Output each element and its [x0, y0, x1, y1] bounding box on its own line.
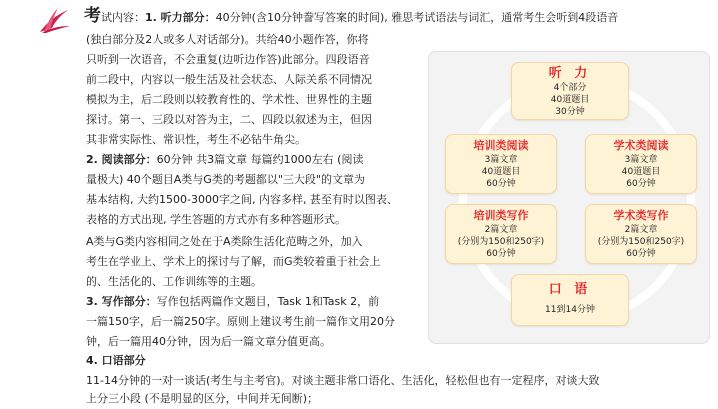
- box-acad-reading-title: 学术类阅读: [613, 139, 669, 152]
- leaf-logo-icon: [38, 6, 72, 34]
- s1-line-7: 其非常实际性、常识性，考生不必钻牛角尖。: [86, 133, 306, 146]
- s2-line-5: A类与G类内容相同之处在于A类除生活化范畴之外，加入: [86, 235, 363, 248]
- s3-line-2: 一篇150字，后一篇250字。原则上建议考生前一篇作文用20分: [86, 315, 395, 328]
- section-1-line-1: [84, 6, 618, 28]
- s1-line-6: 探讨。第一、三段以对答为主，二、四段以叙述为主，但因: [86, 113, 372, 126]
- box-speaking-l1: 11到14分钟: [545, 305, 595, 315]
- s4-title: 4. 口语部分: [86, 354, 146, 367]
- s2-line-4: 表格的方式出现, 学生答题的方式亦有多种答题形式。: [86, 213, 346, 226]
- box-train-reading: [445, 134, 557, 194]
- box-train-writing-l2: (分别为150和250字): [457, 237, 545, 247]
- s1-num: 1.: [145, 11, 161, 24]
- s3-title: 3. 写作部分：: [86, 295, 157, 308]
- s1-title: 听力部分：: [160, 11, 216, 24]
- intro-lead: 试内容：: [101, 11, 145, 24]
- box-train-writing-title: 培训类写作: [473, 209, 529, 222]
- box-train-reading-l3: 60分钟: [486, 179, 516, 189]
- ielts-structure-diagram: [428, 51, 710, 344]
- s2-line-2: 量极大) 40个题目A类与G类的考题都以"三大段"的文章为: [86, 173, 365, 186]
- s2-line-3: 基本结构, 大约1500-3000字之间, 内容多样, 甚至有时以图表、: [86, 193, 398, 206]
- s4-line-1: 11-14分钟的一对一谈话(考生与主考官)。对谈主题非常口语化、生活化，轻松但也有一定程序，对谈大致: [86, 374, 600, 387]
- box-acad-writing-title: 学术类写作: [613, 209, 669, 222]
- s2-title: 2. 阅读部分：: [86, 153, 157, 166]
- box-listening-title: 听 力: [548, 66, 592, 81]
- box-train-reading-l2: 40道题目: [481, 167, 521, 177]
- s1-line-5: 模拟为主，后二段则以较教育性的、学术性、世界性的主题: [86, 93, 372, 106]
- box-acad-writing-l2: (分别为150和250字): [597, 237, 685, 247]
- s3-line-3: 钟，后一篇用40分钟，因为后一篇文章分值更高。: [86, 335, 331, 348]
- box-speaking: [511, 274, 629, 326]
- box-train-writing-l1: 2篇文章: [484, 225, 518, 235]
- s2-line-7: 的、生活化的、工作训练等的主题。: [86, 275, 262, 288]
- box-train-writing: [445, 204, 557, 264]
- box-acad-reading-l3: 60分钟: [626, 179, 656, 189]
- box-train-reading-title: 培训类阅读: [473, 139, 529, 152]
- box-acad-reading-l1: 3篇文章: [624, 155, 658, 165]
- s1-line1-text: 40分钟(含10分钟誊写答案的时间), 雅思考试语法与词汇，通常考生会听到4段语音: [215, 11, 619, 24]
- s2-line1-text: 60分钟 共3篇文章 每篇约1000左右 (阅读: [156, 153, 364, 166]
- box-listening-l1: 4个部分: [553, 83, 587, 93]
- s3-line1-text: 写作包括两篇作文题目，Task 1和Task 2，前: [156, 295, 380, 308]
- box-train-writing-l3: 60分钟: [486, 249, 516, 259]
- box-speaking-title: 口 语: [548, 282, 592, 297]
- box-acad-reading: [585, 134, 697, 194]
- box-acad-writing-l3: 60分钟: [626, 249, 656, 259]
- box-listening-l2: 40道题目: [550, 95, 590, 105]
- box-acad-reading-l2: 40道题目: [621, 167, 661, 177]
- s1-line-4: 前二段中，内容以一般生活及社会状态、人际关系不同情况: [86, 73, 372, 86]
- kao-initial: 考: [84, 6, 101, 26]
- s1-line-2: (独白部分及2人或多人对话部分)。共给40小题作答，你将: [86, 33, 369, 46]
- s4-line-2: 上分三小段 (不是明显的区分，中间并无间断)；: [86, 392, 319, 405]
- box-acad-writing: [585, 204, 697, 264]
- box-acad-writing-l1: 2篇文章: [624, 225, 658, 235]
- s2-line-1: [86, 150, 363, 170]
- box-listening: [511, 62, 629, 120]
- box-train-reading-l1: 3篇文章: [484, 155, 518, 165]
- s1-line-3: 只听到一次语音，不会重复(边听边作答)此部分。四段语音: [86, 53, 370, 66]
- s2-line-6: 考生在学业上、学术上的探讨与了解，而G类较着重于社会上: [86, 255, 381, 268]
- s3-line-1: [86, 292, 379, 312]
- box-listening-l3: 30分钟: [555, 107, 585, 117]
